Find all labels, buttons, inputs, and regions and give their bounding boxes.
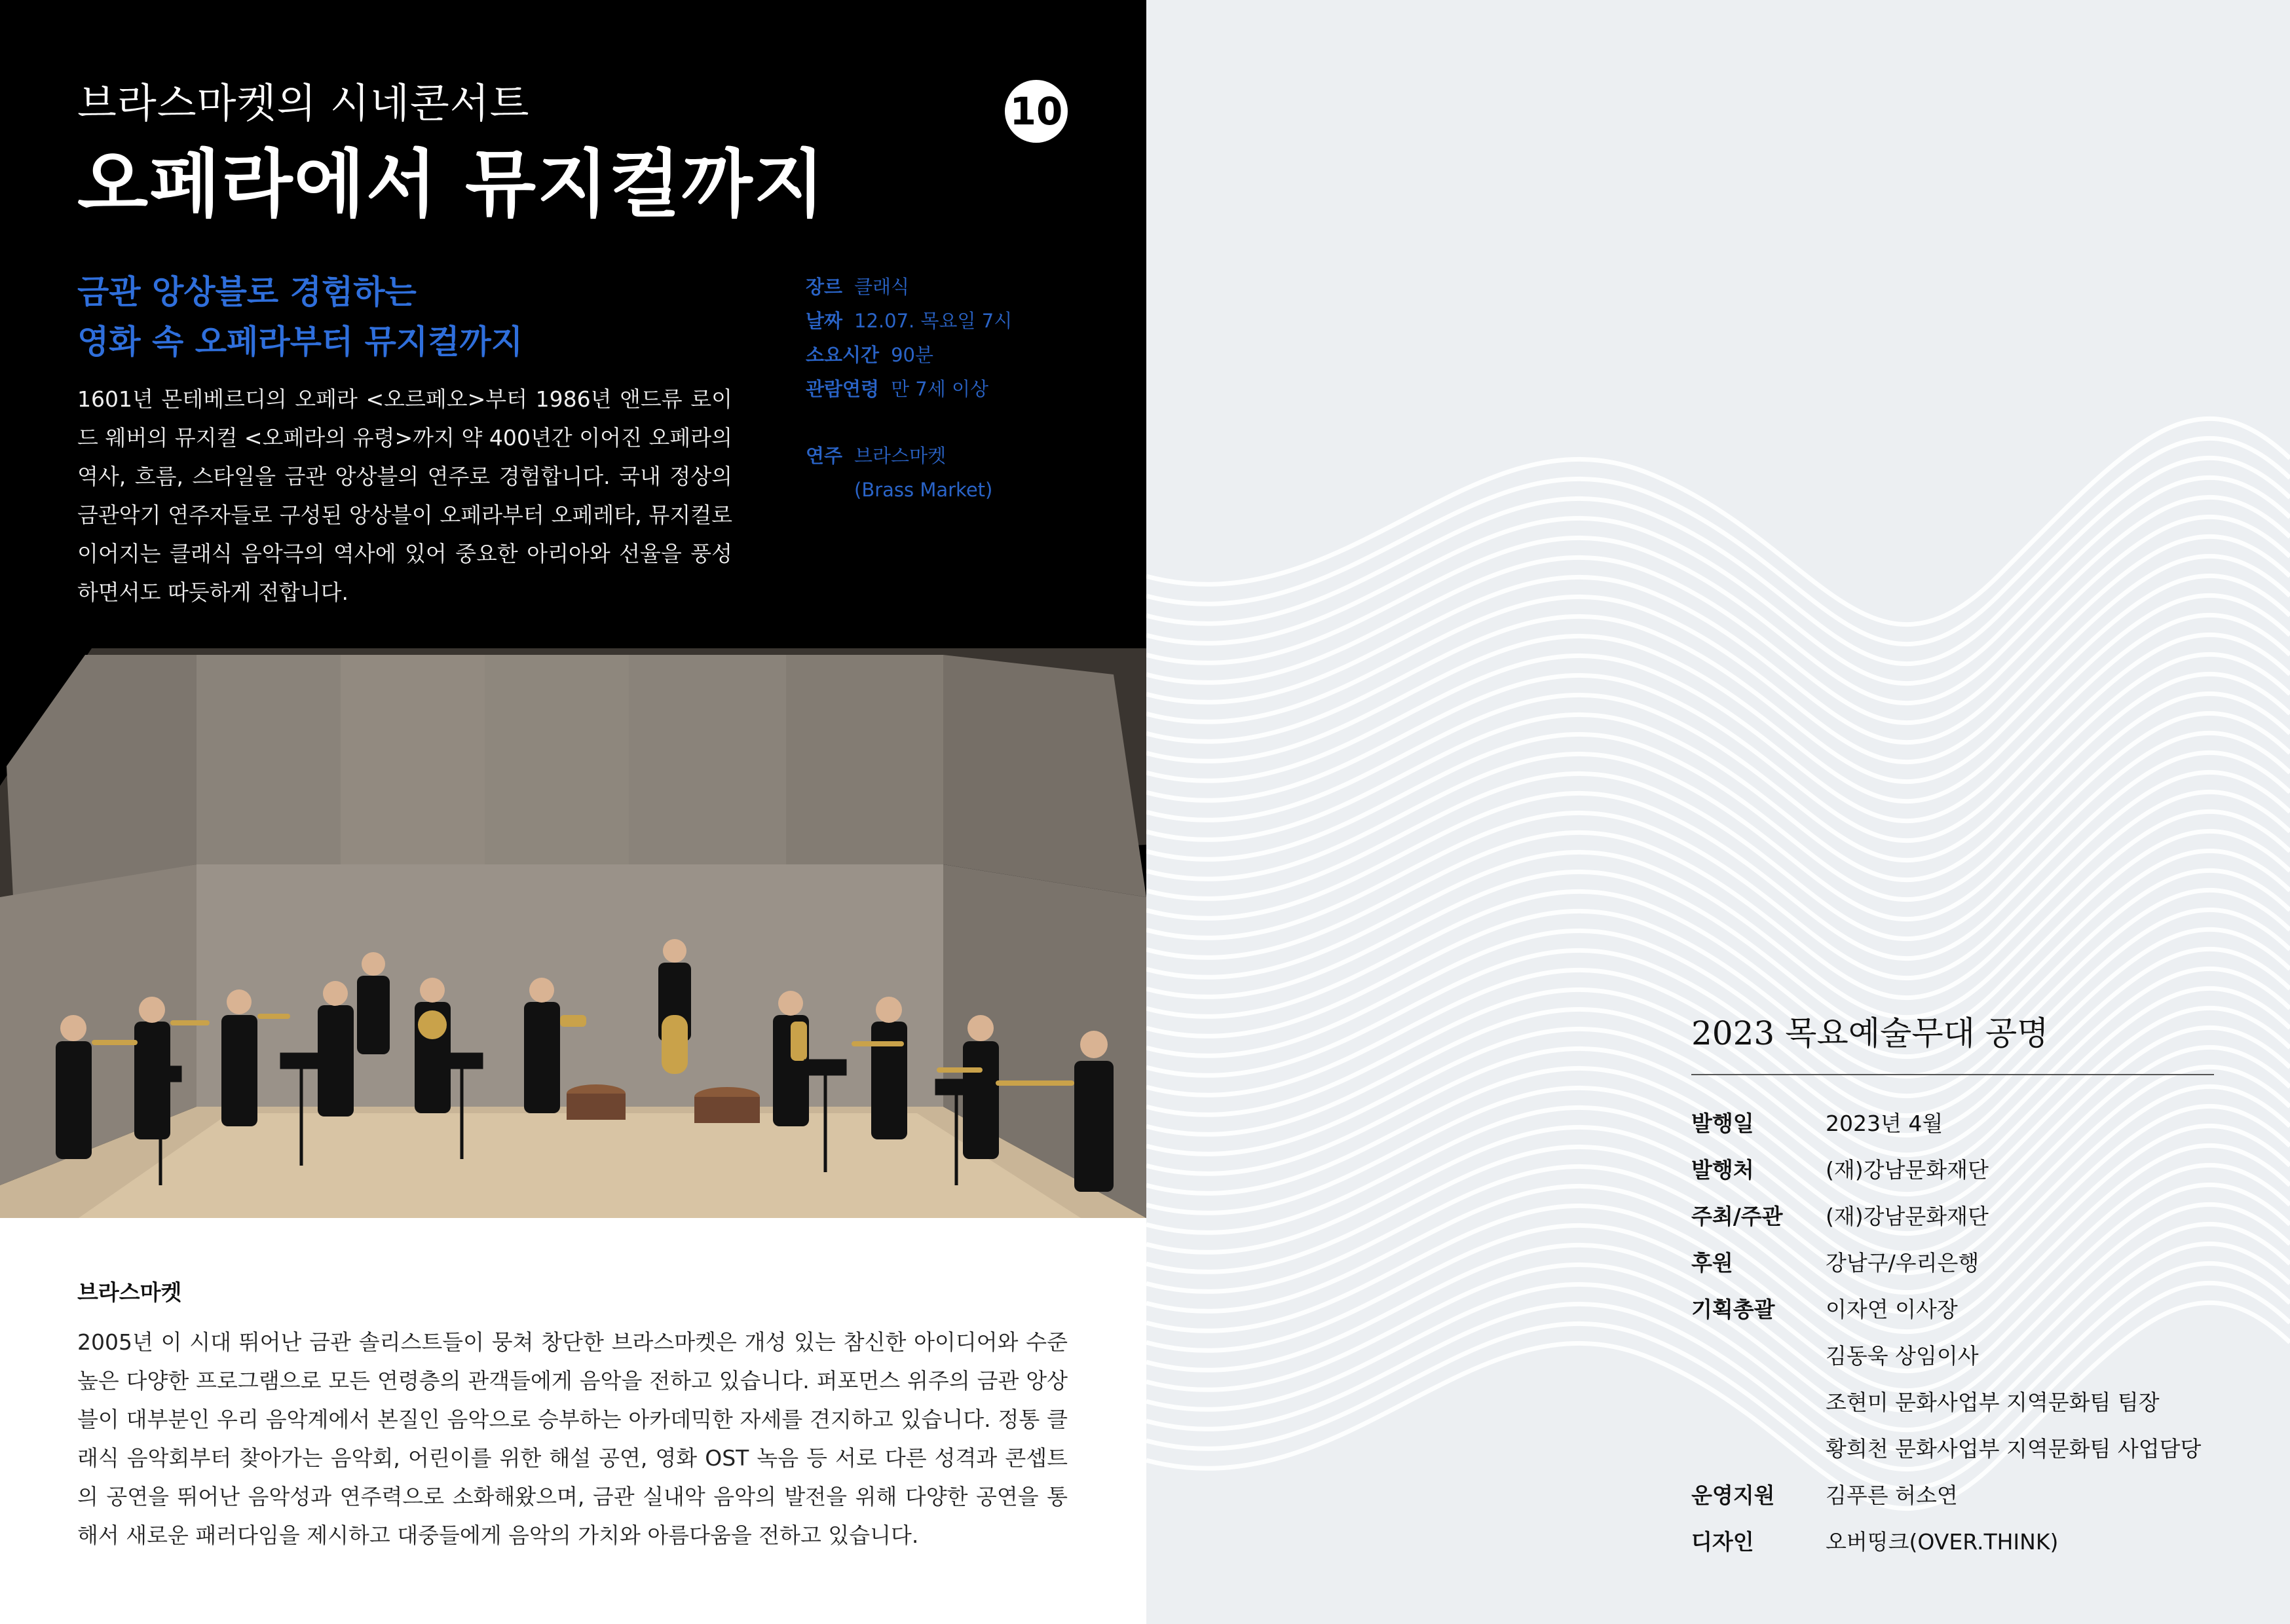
colophon-key: [1691, 1333, 1826, 1379]
colophon-value: (재)강남문화재단: [1826, 1204, 1989, 1229]
genre-value: 클래식: [854, 276, 910, 298]
colophon-divider: [1691, 1074, 2214, 1075]
colophon-row: [1691, 1240, 2201, 1286]
colophon-value: (재)강남문화재단: [1826, 1157, 1989, 1183]
series-title: 브라스마켓의 시네콘서트: [77, 79, 530, 127]
colophon-value: 김푸른 허소연: [1826, 1483, 1958, 1508]
colophon-row: [1691, 1519, 2201, 1565]
colophon-value: 강남구/우리은행: [1826, 1250, 1980, 1276]
age-label: 관람연령: [806, 378, 880, 400]
colophon-key: 주최/주관: [1691, 1204, 1783, 1229]
duration-label: 소요시간: [806, 344, 880, 366]
colophon-row: [1691, 1472, 2201, 1519]
colophon-value: 황희천 문화사업부 지역문화팀 사업담당: [1826, 1436, 2202, 1462]
colophon-value: 김동욱 상임이사: [1826, 1343, 1979, 1369]
colophon-key: 발행일: [1691, 1111, 1754, 1136]
colophon-key: 운영지원: [1691, 1483, 1775, 1508]
colophon-value: 2023년 4월: [1826, 1111, 1943, 1136]
genre-label: 장르: [806, 276, 843, 298]
colophon-row: [1691, 1426, 2201, 1472]
colophon-row: [1691, 1147, 2201, 1193]
colophon-key: 디자인: [1691, 1529, 1754, 1555]
colophon-title: 2023 목요예술무대 공명: [1691, 1014, 2049, 1052]
number-badge: 10: [1005, 80, 1068, 143]
performer-value: 브라스마켓: [854, 445, 947, 467]
duration-value: 90분: [891, 344, 933, 366]
colophon-key: [1691, 1379, 1826, 1426]
concert-info: [806, 270, 1012, 507]
colophon-value: 조현미 문화사업부 지역문화팀 팀장: [1826, 1390, 2160, 1415]
colophon-key: 후원: [1691, 1250, 1733, 1276]
date-value: 12.07. 목요일 7시: [854, 310, 1013, 332]
ensemble-name: 브라스마켓: [77, 1280, 182, 1305]
ensemble-bio: 2005년 이 시대 뛰어난 금관 솔리스트들이 뭉쳐 창단한 브라스마켓은 개성 있는 참신한 아이디어와 수준 높은 다양한 프로그램으로 모든 연령층의 관객들에게 음악을 전하고 있습니다. 퍼포먼스 위주의 금관 앙상블이 대부분인 우리 음악계에서 본질인 음악으로 승부하는 아카데믹한 자세를 견지하고 있습니다. 정통 클래식 음악회부터 찾아가는 음악회, 어린이를 위한 해설 공연, 영화 OST 녹음 등 서로 다른 성격과 콘셉트의 공연을 뛰어난 음악성과 연주력으로 소화해왔으며, 금관 실내악 음악의 발전을 위해 다양한 공연을 통해서 새로운 패러다임을 제시하고 대중들에게 음악의 가치와 아름다움을 전하고 있습니다.: [77, 1329, 1068, 1548]
concert-photo: [0, 648, 1146, 1218]
right-page: [1146, 0, 2290, 1624]
subheading: [77, 267, 765, 367]
performer-english: (Brass Market): [854, 479, 993, 501]
colophon-key: 기획총괄: [1691, 1297, 1775, 1322]
colophon-table: [1691, 1100, 2201, 1565]
concert-title: 오페라에서 뮤지컬까지: [77, 141, 826, 227]
colophon-row: [1691, 1379, 2201, 1426]
subheading-line: 영화 속 오페라부터 뮤지컬까지: [77, 323, 523, 361]
subheading-line: 금관 앙상블로 경험하는: [77, 273, 417, 311]
colophon-row: [1691, 1286, 2201, 1333]
colophon-row: [1691, 1100, 2201, 1147]
performer-label: 연주: [806, 445, 843, 467]
concert-description: 1601년 몬테베르디의 오페라 <오르페오>부터 1986년 앤드류 로이드 웨버의 뮤지컬 <오페라의 유령>까지 약 400년간 이어진 오페라의 역사, 흐름, 스타일을 금관 앙상블의 연주로 경험합니다. 국내 정상의 금관악기 연주자들로 구성된 앙상블이 오페라부터 오페레타, 뮤지컬로 이어지는 클래식 음악극의 역사에 있어 중요한 아리아와 선율을 풍성하면서도 따듯하게 전합니다.: [77, 386, 732, 605]
colophon-value: 오버띵크(OVER.THINK): [1826, 1529, 2059, 1555]
colophon-row: [1691, 1193, 2201, 1240]
date-label: 날짜: [806, 310, 843, 332]
colophon-key: [1691, 1426, 1826, 1472]
age-value: 만 7세 이상: [891, 378, 989, 400]
colophon-row: [1691, 1333, 2201, 1379]
colophon-value: 이자연 이사장: [1826, 1297, 1958, 1322]
colophon-key: 발행처: [1691, 1157, 1754, 1183]
